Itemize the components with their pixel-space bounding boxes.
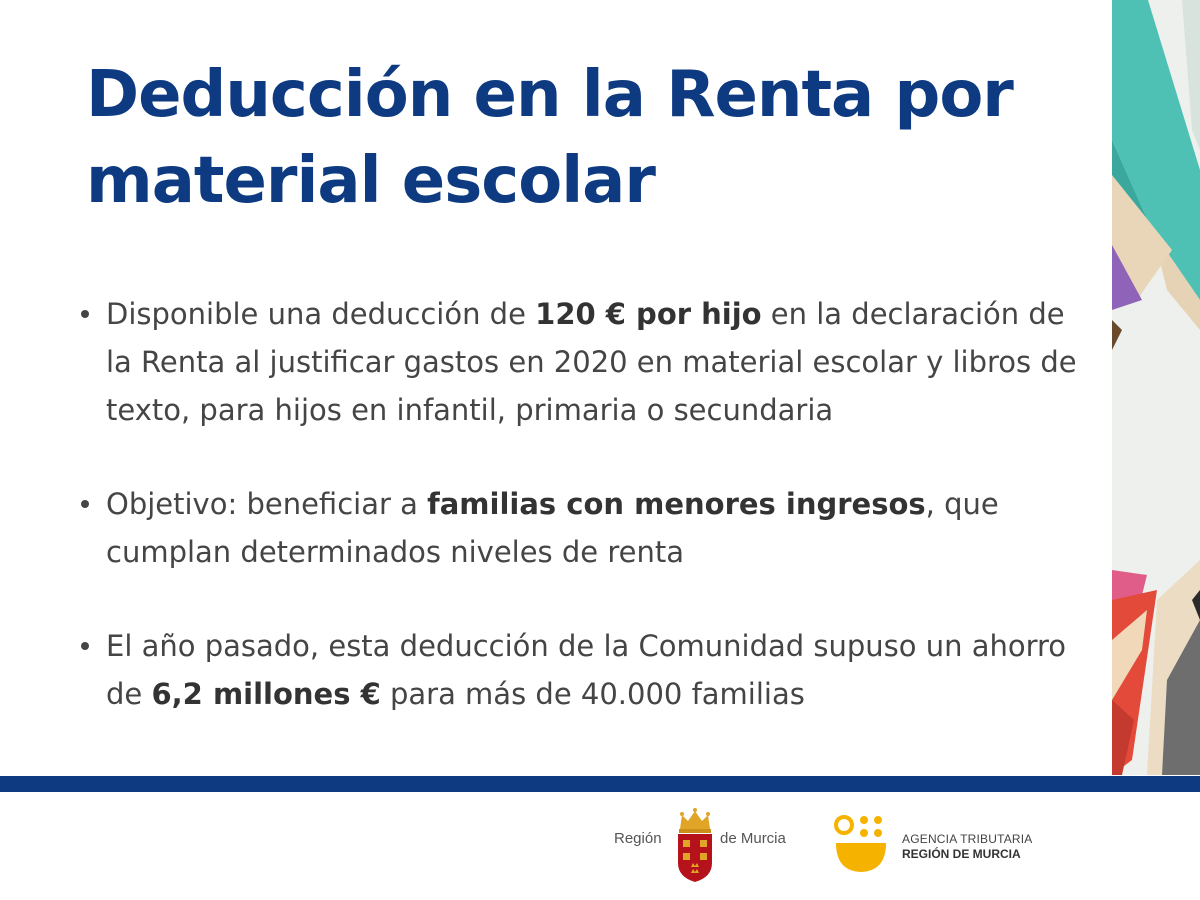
bullet-bold-text: familias con menores ingresos	[427, 487, 926, 521]
bullet-bold-text: 120 € por hijo	[535, 297, 762, 331]
bullet-bold-text: 6,2 millones €	[151, 677, 381, 711]
bullet-text: para más de 40.000 familias	[380, 677, 805, 711]
bullet-list	[78, 290, 1088, 718]
bullet-item-deduction	[78, 290, 1088, 434]
colored-pencils-illustration	[1112, 0, 1200, 775]
bullet-item-savings	[78, 622, 1088, 718]
bullet-text: Objetivo: beneficiar a	[106, 487, 428, 521]
region-label: Región	[614, 830, 662, 847]
bullet-text: , que cumplan determinados niveles de renta	[106, 487, 999, 569]
bullet-text: Disponible una deducción de	[106, 297, 536, 331]
bullet-text: en la declaración de la Renta al justificar gastos en 2020 en material escolar y libros de texto, para hijos en infantil, primaria o secundaria	[106, 297, 1077, 427]
agency-name-line1: AGENCIA TRIBUTARIA	[902, 832, 1033, 846]
colored-pencils-photo	[1112, 0, 1200, 775]
bullet-item-objective	[78, 480, 1088, 576]
page-title: Deducción en la Renta por material escolar	[86, 58, 1013, 218]
bullet-text: El año pasado, esta deducción de la Comunidad supuso un ahorro de	[106, 629, 1067, 711]
footer-divider	[0, 776, 1200, 792]
region-murcia-logo	[614, 805, 814, 885]
region-label-suffix: de Murcia	[720, 830, 786, 847]
crowned-shield-icon	[674, 805, 716, 883]
agency-name-line2: REGIÓN DE MURCIA	[902, 847, 1021, 861]
agency-dots-logo-icon	[834, 815, 888, 873]
agency-logo-block	[834, 815, 1054, 875]
